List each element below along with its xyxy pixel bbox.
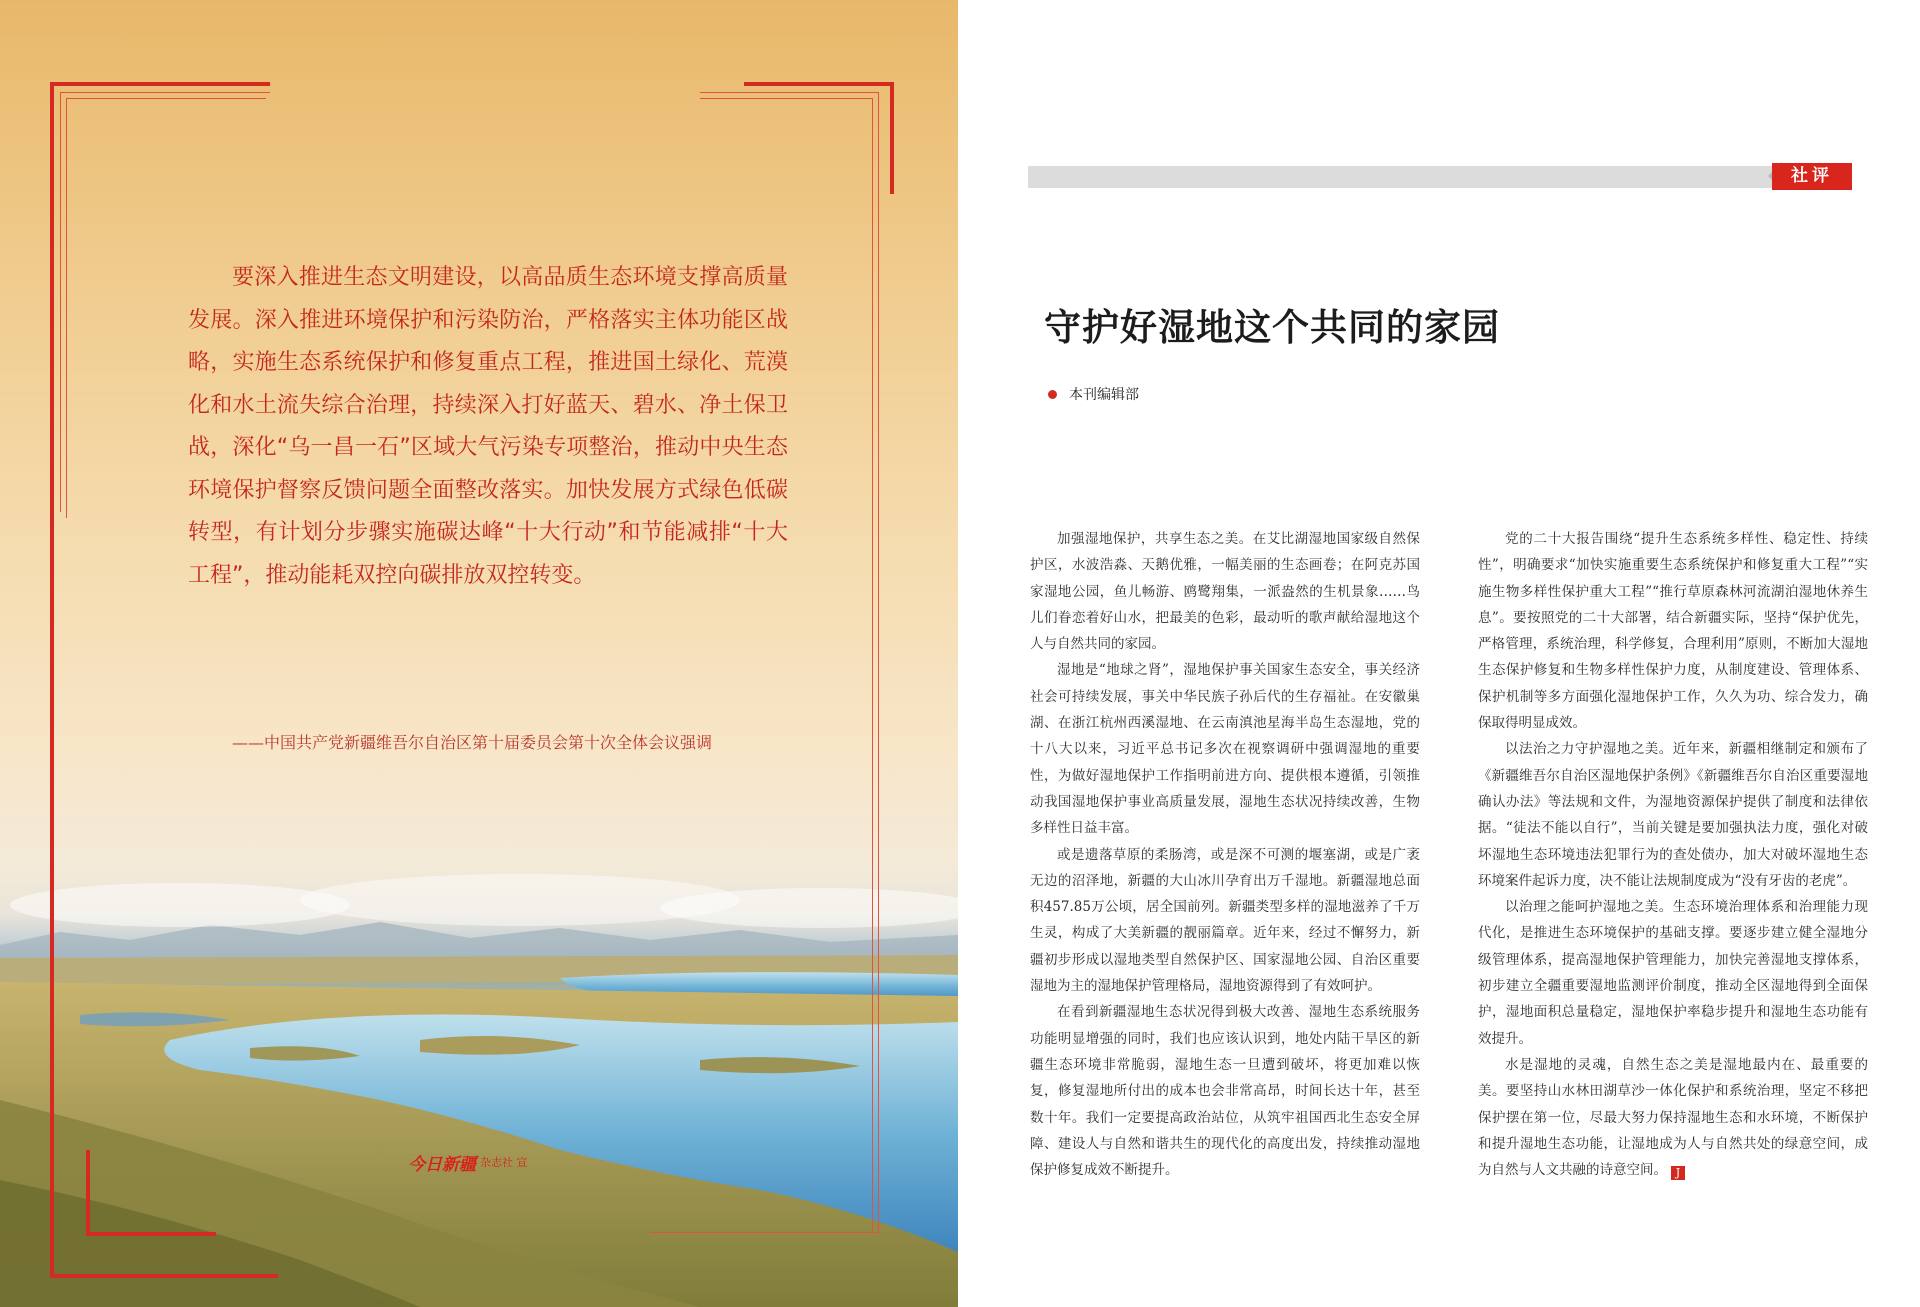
frame-mid-left-h (86, 1232, 216, 1236)
paragraph: 或是遗落草原的柔肠湾，或是深不可测的堰塞湖，或是广袤无边的沼泽地，新疆的大山冰川孕育出万千湿地。新疆湿地总面积457.85万公顷，居全国前列。新疆类型多样的湿地滋养了千万生灵，构成了大美新疆的靓丽篇章。近年来，经过不懈努力，新疆初步形成以湿地类型自然保护区、国家湿地公园、自治区重要湿地为主的湿地保护管理格局，湿地资源得到了有效呵护。 (1030, 846, 1420, 995)
paragraph: 加强湿地保护，共享生态之美。在艾比湖湿地国家级自然保护区，水波浩淼、天鹅优雅，一幅美丽的生态画卷；在阿克苏国家湿地公园，鱼儿畅游、鸥鹭翔集，一派盎然的生机景象……鸟儿们眷恋着好山水，把最美的色彩，最动听的歌声献给湿地这个人与自然共同的家园。 (1030, 531, 1420, 653)
frame-top-left-inner-v (60, 92, 61, 512)
paragraph: 以治理之能呵护湿地之美。生态环境治理体系和治理能力现代化，是推进生态环境保护的基础支撑。要逐步建立健全湿地分级管理体系，提高湿地保护管理能力，加快完善湿地支撑体系，初步建立全疆重要湿地监测评价制度，推动全区湿地得到全面保护，湿地面积总量稳定，湿地保护率稳步提升和湿地生态功能有效提升。 (1478, 899, 1868, 1047)
left-page (0, 0, 958, 1307)
frame-top-left-inner-h (60, 92, 270, 93)
frame-top-left-inner-h2 (66, 98, 266, 99)
publisher-logo (408, 1150, 528, 1174)
frame-top-right-inner-v (878, 92, 879, 1232)
quote-text (188, 257, 788, 597)
end-mark-icon: J (1671, 1166, 1685, 1180)
bullet-icon (1048, 390, 1057, 399)
frame-top-left-h (50, 82, 270, 86)
paragraph: 在看到新疆湿地生态状况得到极大改善、湿地生态系统服务功能明显增强的同时，我们也应该认识到，地处内陆干旱区的新疆生态环境非常脆弱，湿地生态一旦遭到破坏，将更加难以恢复，修复湿地所付出的成本也会非常高昂，时间长达十年，甚至数十年。我们一定要提高政治站位，从筑牢祖国西北生态安全屏障、建设人与自然和谐共生的现代化的高度出发，持续推动湿地保护修复成效不断提升。 (1030, 1004, 1420, 1179)
byline (1048, 384, 1139, 404)
frame-bottom-right-h (650, 1232, 879, 1233)
quote-paragraph: 要深入推进生态文明建设，以高品质生态环境支撑高质量发展。深入推进环境保护和污染防治，严格落实主体功能区战略，实施生态系统保护和修复重点工程，推进国土绿化、荒漠化和水土流失综合治理，持续深入打好蓝天、碧水、净土保卫战，深化“乌一昌一石”区域大气污染专项整治，推动中央生态环境保护督察反馈问题全面整改落实。加快发展方式绿色低碳转型，有计划分步骤实施碳达峰“十大行动”和节能减排“十大工程”，推动能耗双控向碳排放双控转变。 (188, 265, 789, 588)
article-column-left (1030, 526, 1420, 1183)
frame-mid-left-v (86, 1150, 90, 1234)
logo-suffix: 杂志社 宣 (480, 1156, 528, 1169)
frame-top-right-inner-h (700, 92, 878, 93)
section-bar (1028, 166, 1772, 188)
article-column-right (1478, 526, 1868, 1183)
paragraph: 湿地是“地球之肾”，湿地保护事关国家生态安全，事关经济社会可持续发展，事关中华民族子孙后代的生存福祉。在安徽巢湖、在浙江杭州西溪湿地、在云南滇池星海半岛生态湿地，党的十八大以来，习近平总书记多次在视察调研中强调湿地的重要性，为做好湿地保护工作指明前进方向、提供根本遵循，引领推动我国湿地保护事业高质量发展，湿地生态状况持续改善，生物多样性日益丰富。 (1030, 662, 1420, 837)
frame-top-right-v (890, 82, 894, 194)
paragraph: 以法治之力守护湿地之美。近年来，新疆相继制定和颁布了《新疆维吾尔自治区湿地保护条例》《新疆维吾尔自治区重要湿地确认办法》等法规和文件，为湿地资源保护提供了制度和法律依据。“徒法不能以自行”，当前关键是要加强执法力度，强化对破坏湿地生态环境违法犯罪行为的查处债办，加大对破坏湿地生态环境案件起诉力度，决不能让法规制度成为“没有牙齿的老虎”。 (1478, 741, 1868, 889)
paragraph-text: 水是湿地的灵魂，自然生态之美是湿地最内在、最重要的美。要坚持山水林田湖草沙一体化保护和系统治理，坚定不移把保护摆在第一位，尽最大努力保持湿地生态和水环境，不断保护和提升湿地生态功能，让湿地成为人与自然共处的绿意空间，成为自然与人文共融的诗意空间。 (1478, 1056, 1868, 1179)
right-page (958, 0, 1920, 1307)
logo-mark: 今日新疆 (408, 1154, 476, 1175)
article-headline: 守护好湿地这个共同的家园 (1044, 306, 1500, 349)
frame-top-left-v (50, 82, 54, 1278)
frame-top-left-inner-v2 (66, 98, 67, 518)
wetland-photo (0, 0, 958, 1307)
paragraph-last (1478, 1052, 1868, 1183)
frame-top-right-inner-v2 (872, 98, 873, 1232)
paragraph: 党的二十大报告围绕“提升生态系统多样性、稳定性、持续性”，明确要求“加快实施重要生态系统保护和修复重大工程”“实施生物多样性保护重大工程”“推行草原森林河流湖泊湿地休养生息”。要按照党的二十大部署，结合新疆实际，坚持“保护优先，严格管理，系统治理，科学修复，合理利用”原则，不断加大湿地生态保护修复和生物多样性保护力度，从制度建设、管理体系、保护机制等多方面强化湿地保护工作，久久为功、综合发力，确保取得明显成效。 (1478, 531, 1868, 732)
frame-bottom-left-h (50, 1274, 278, 1278)
section-tag: 社评 (1772, 163, 1852, 190)
frame-top-right-inner-h2 (700, 98, 872, 99)
frame-top-right-h (744, 82, 894, 86)
quote-attribution: ——中国共产党新疆维吾尔自治区第十届委员会第十次全体会议强调 (232, 733, 713, 752)
byline-text: 本刊编辑部 (1069, 387, 1139, 403)
